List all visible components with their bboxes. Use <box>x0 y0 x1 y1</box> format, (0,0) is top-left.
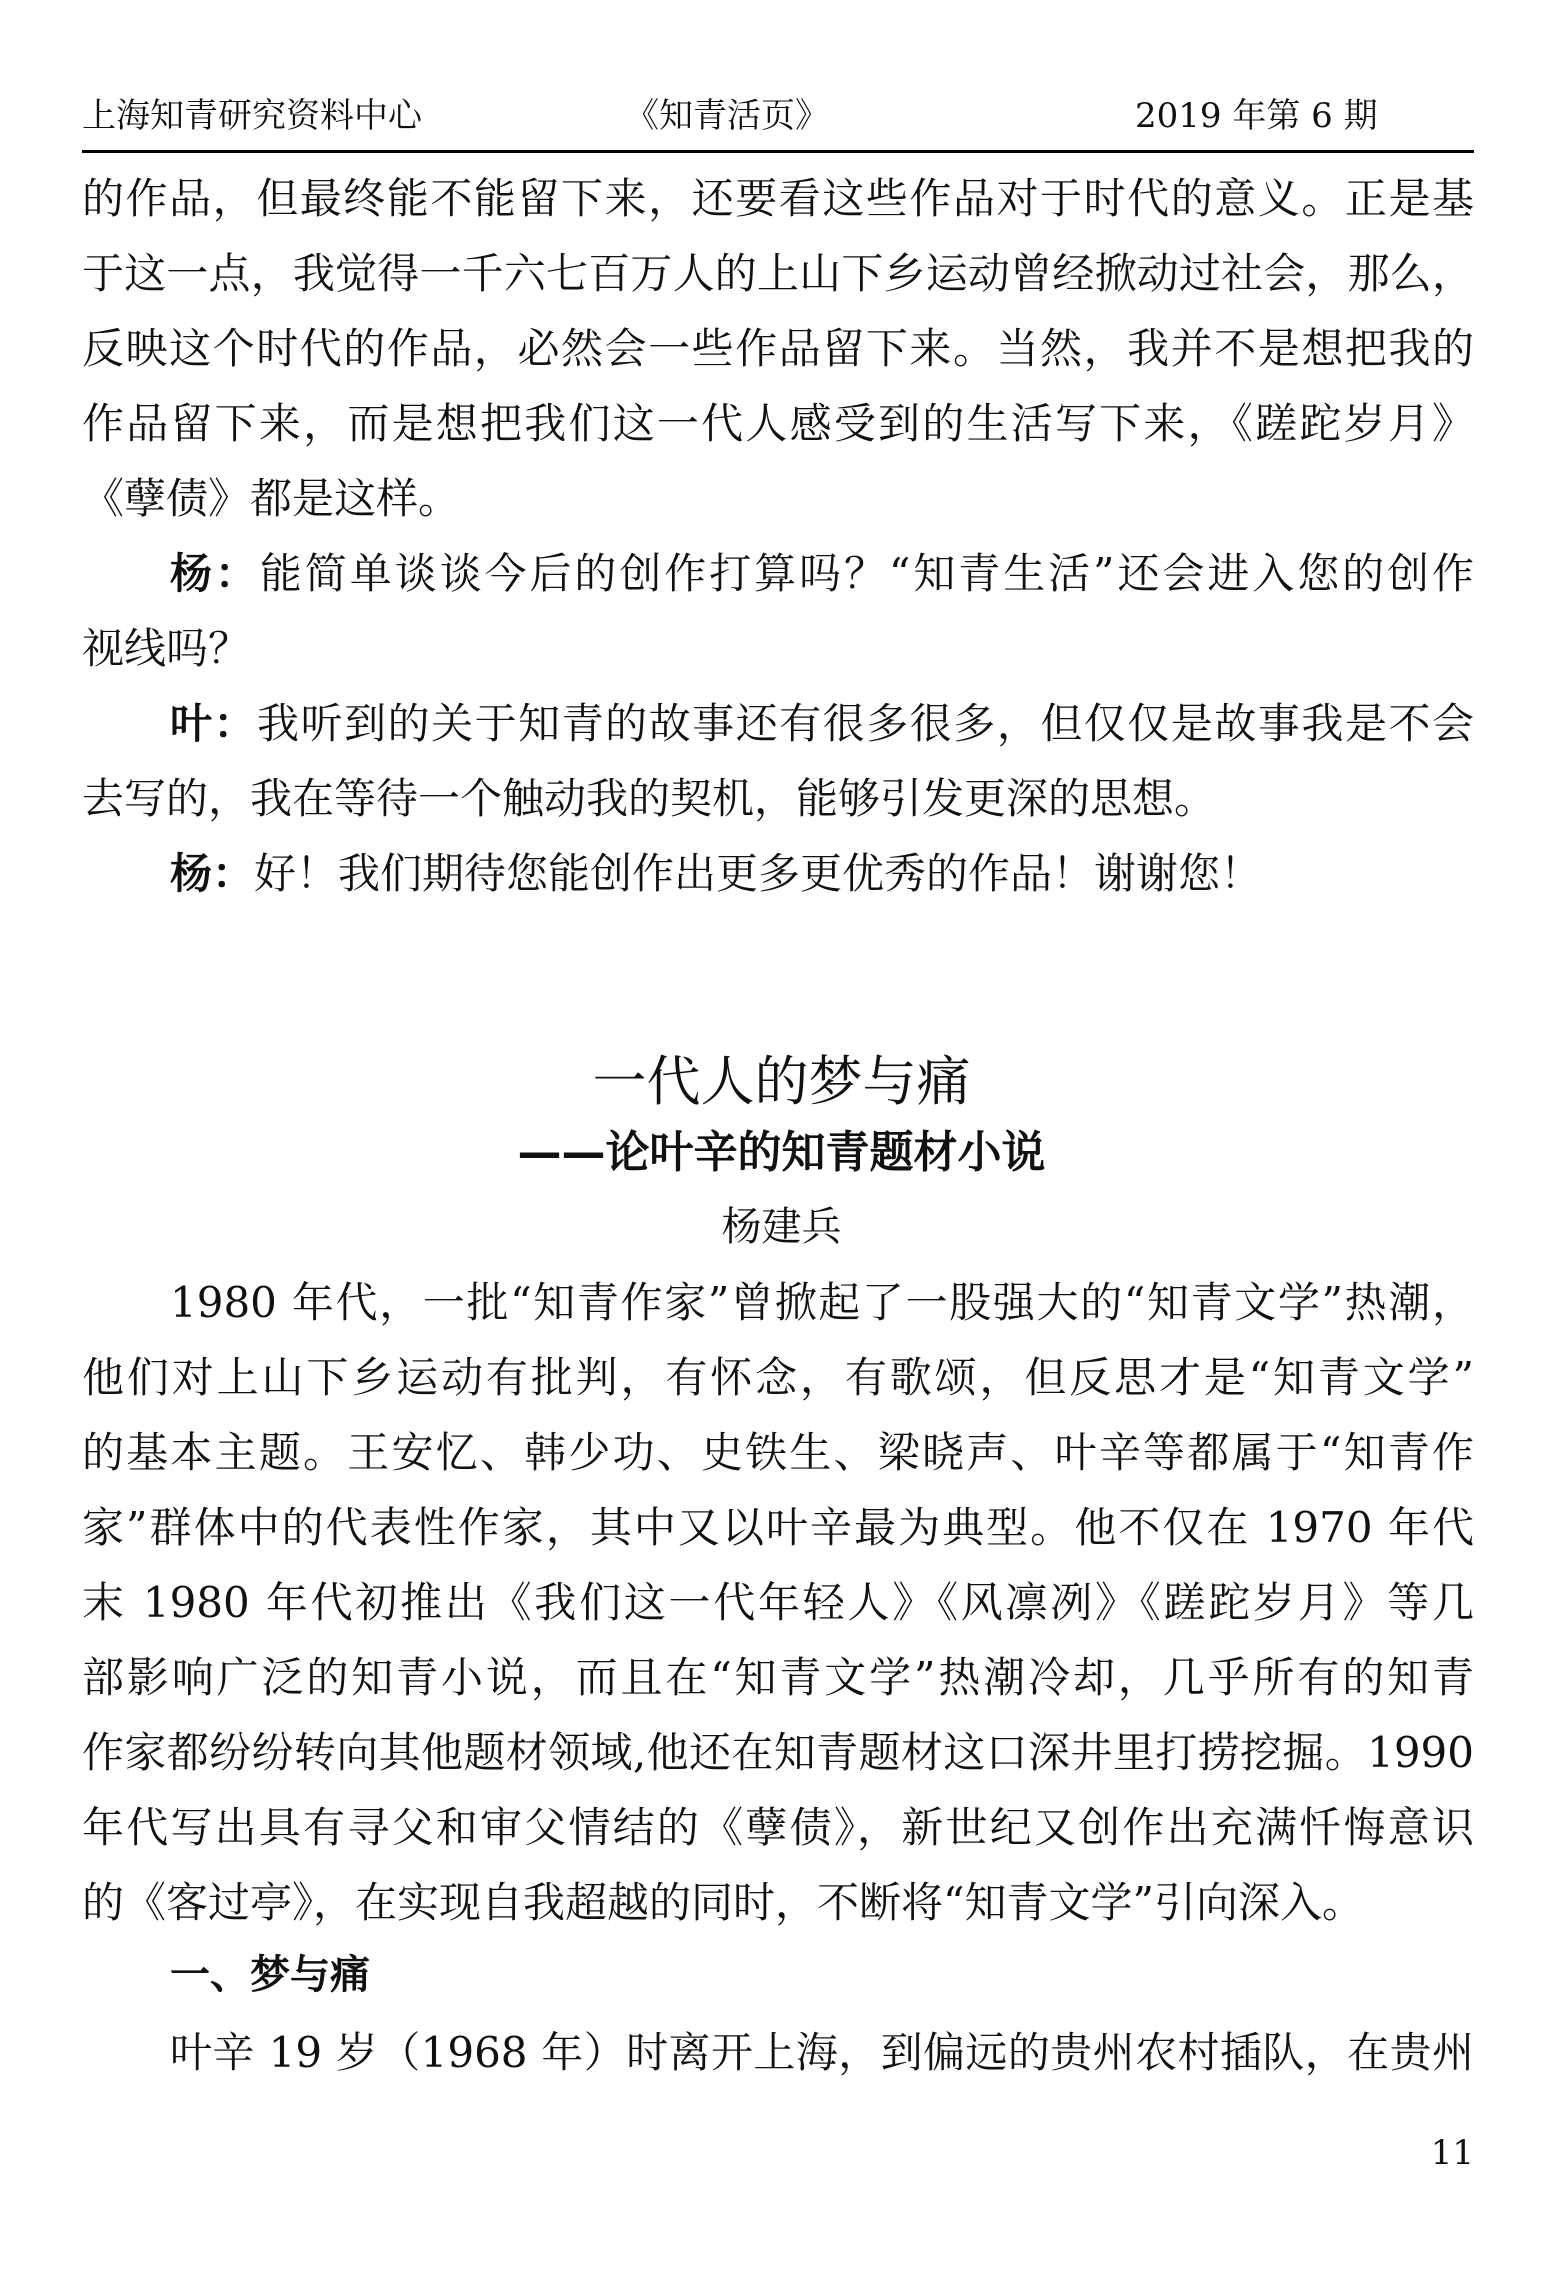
text-line <box>82 1715 1474 1790</box>
line-text: 好！我们期待您能创作出更多更优秀的作品！谢谢您！ <box>254 849 1263 898</box>
line-text: 去写的，我在等待一个触动我的契机，能够引发更深的思想。 <box>82 774 1217 823</box>
text-line <box>170 1265 1474 1340</box>
article-subtitle: ——论叶辛的知青题材小说 <box>517 1127 1046 1178</box>
page-number: 11 <box>1430 2133 1474 2173</box>
text-line <box>82 236 1474 311</box>
line-text: 《孽债》都是这样。 <box>82 474 461 523</box>
article-title: 一代人的梦与痛 <box>592 1050 971 1113</box>
text-line <box>82 1565 1474 1640</box>
text-line <box>170 2015 1474 2090</box>
line-text: 于这一点，我觉得一千六七百万人的上山下乡运动曾经掀动过社会，那么， <box>82 249 1474 298</box>
text-line <box>82 1490 1474 1565</box>
text-line <box>82 386 1474 461</box>
text-line <box>82 1640 1474 1715</box>
line-text: 作家都纷纷转向其他题材领域,他还在知青题材这口深井里打捞挖掘。1990 <box>82 1728 1474 1777</box>
text-line <box>82 761 1474 836</box>
line-text: 能简单谈谈今后的创作打算吗？“知青生活”还会进入您的创作 <box>259 549 1474 598</box>
line-text: 叶辛 19 岁（1968 年）时离开上海，到偏远的贵州农村插队，在贵州 <box>170 2028 1474 2077</box>
text-line <box>82 1790 1474 1865</box>
text-line <box>170 836 1474 911</box>
text-line <box>82 461 1474 536</box>
speaker-label: 杨： <box>170 549 260 598</box>
text-line <box>82 1865 1474 1940</box>
line-text: 反映这个时代的作品，必然会一些作品留下来。当然，我并不是想把我的 <box>82 324 1474 373</box>
line-text: 部影响广泛的知青小说，而且在“知青文学”热潮冷却，几乎所有的知青 <box>82 1653 1474 1702</box>
line-text: 作品留下来，而是想把我们这一代人感受到的生活写下来，《蹉跎岁月》 <box>82 399 1474 448</box>
article-author: 杨建兵 <box>721 1204 842 1250</box>
text-line <box>82 611 1474 686</box>
line-text: 视线吗？ <box>82 624 251 673</box>
line-text: 的《客过亭》，在实现自我超越的同时，不断将“知青文学”引向深入。 <box>82 1878 1364 1927</box>
speaker-label: 叶： <box>170 699 258 748</box>
line-text: 家”群体中的代表性作家，其中又以叶辛最为典型。他不仅在 1970 年代 <box>82 1503 1474 1552</box>
line-text: 末 1980 年代初推出《我们这一代年轻人》《风凛冽》《蹉跎岁月》等几 <box>82 1578 1474 1627</box>
header-rule <box>82 150 1474 153</box>
text-line <box>82 1415 1474 1490</box>
text-line <box>170 536 1474 611</box>
line-text: 的基本主题。王安忆、韩少功、史铁生、梁晓声、叶辛等都属于“知青作 <box>82 1428 1474 1477</box>
header-journal-title: 《知青活页》 <box>625 96 829 136</box>
line-text: 的作品，但最终能不能留下来，还要看这些作品对于时代的意义。正是基 <box>82 174 1474 223</box>
line-text: 年代写出具有寻父和审父情结的《孽债》，新世纪又创作出充满忏悔意识 <box>82 1803 1474 1852</box>
line-text: 他们对上山下乡运动有批判，有怀念，有歌颂，但反思才是“知青文学” <box>82 1353 1474 1402</box>
text-line <box>170 686 1474 761</box>
header-publisher: 上海知青研究资料中心 <box>82 96 422 136</box>
section-heading: 一、梦与痛 <box>170 1952 370 1998</box>
line-text: 1980 年代，一批“知青作家”曾掀起了一股强大的“知青文学”热潮， <box>170 1278 1474 1327</box>
text-line <box>82 1340 1474 1415</box>
text-line <box>82 311 1474 386</box>
header-issue: 2019 年第 6 期 <box>1135 96 1378 136</box>
speaker-label: 杨： <box>170 849 255 898</box>
line-text: 我听到的关于知青的故事还有很多很多，但仅仅是故事我是不会 <box>257 699 1474 748</box>
text-line <box>82 161 1474 236</box>
